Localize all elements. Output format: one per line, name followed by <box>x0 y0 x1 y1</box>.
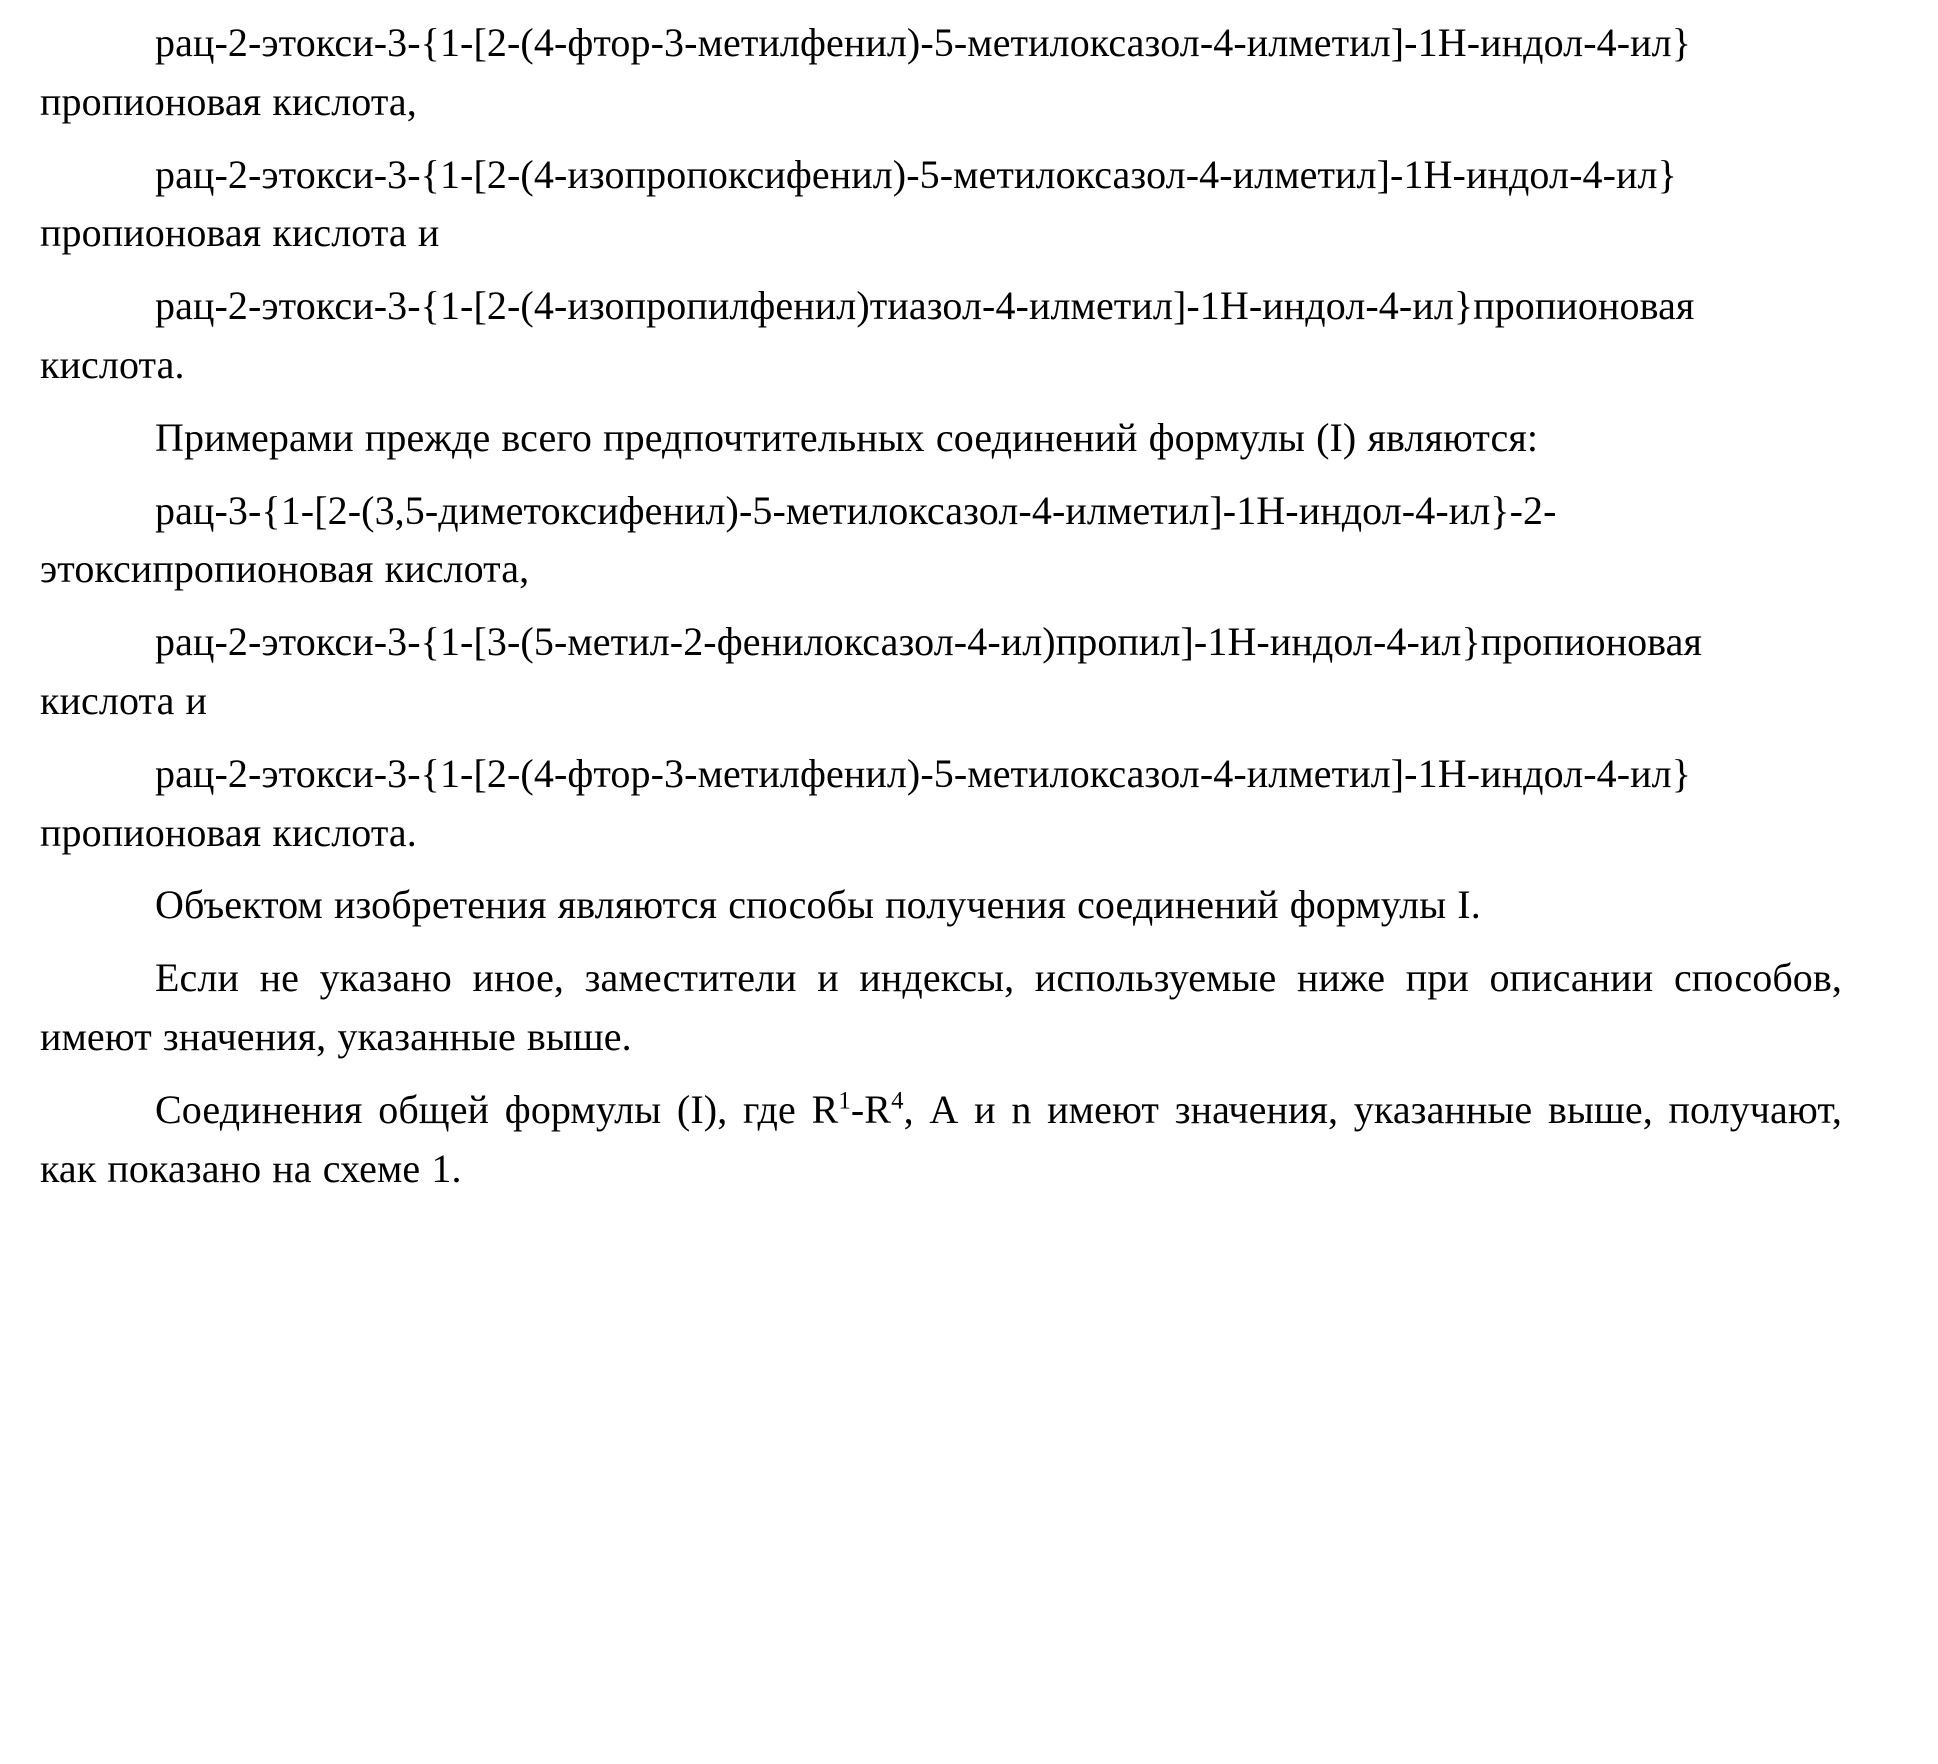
paragraph-preferred-intro: Примерами прежде всего предпочтительных соединений формулы (I) являются: <box>155 414 1539 460</box>
paragraph-compound-3: рац-2-этокси-3-{1-[2-(4-изопропилфенил)тиазол-4-илметил]-1Н-индол-4-ил}пропионовая кислота. <box>40 283 1695 387</box>
scheme-ref-part1: Соединения общей формулы (I), где R <box>155 1086 839 1132</box>
paragraph-object-of-invention: Объектом изобретения являются способы получения соединений формулы I. <box>155 882 1481 928</box>
scheme-ref-part2: -R <box>850 1086 892 1132</box>
paragraph-compound-5: рац-2-этокси-3-{1-[3-(5-метил-2-фенилоксазол-4-ил)пропил]-1Н-индол-4-ил}пропионовая кислота и <box>40 619 1702 723</box>
superscript-r1: 1 <box>838 1087 851 1115</box>
paragraph-scheme-reference <box>40 1081 1842 1199</box>
scheme-ref-part3: , А и n имеют значения, указанные выше, получают, как показано на схеме 1. <box>40 1086 1842 1191</box>
superscript-r4: 4 <box>891 1087 904 1115</box>
paragraph-substituents-note: Если не указано иное, заместители и индексы, используемые ниже при описании способов, имеют значения, указанные выше. <box>40 955 1842 1059</box>
paragraph-compound-4: рац-3-{1-[2-(3,5-диметоксифенил)-5-метилоксазол-4-илметил]-1Н-индол-4-ил}-2-этоксипропионовая кислота, <box>40 487 1557 592</box>
paragraph-compound-2: рац-2-этокси-3-{1-[2-(4-изопропоксифенил)-5-метилоксазол-4-илметил]-1Н-индол-4-ил}пропионовая кислота и <box>40 151 1677 256</box>
paragraph-compound-6: рац-2-этокси-3-{1-[2-(4-фтор-3-метилфенил)-5-метилоксазол-4-илметил]-1Н-индол-4-ил}пропионовая кислота. <box>40 750 1692 855</box>
paragraph-compound-1: рац-2-этокси-3-{1-[2-(4-фтор-3-метилфенил)-5-метилоксазол-4-илметил]-1Н-индол-4-ил}пропионовая кислота, <box>40 20 1692 124</box>
